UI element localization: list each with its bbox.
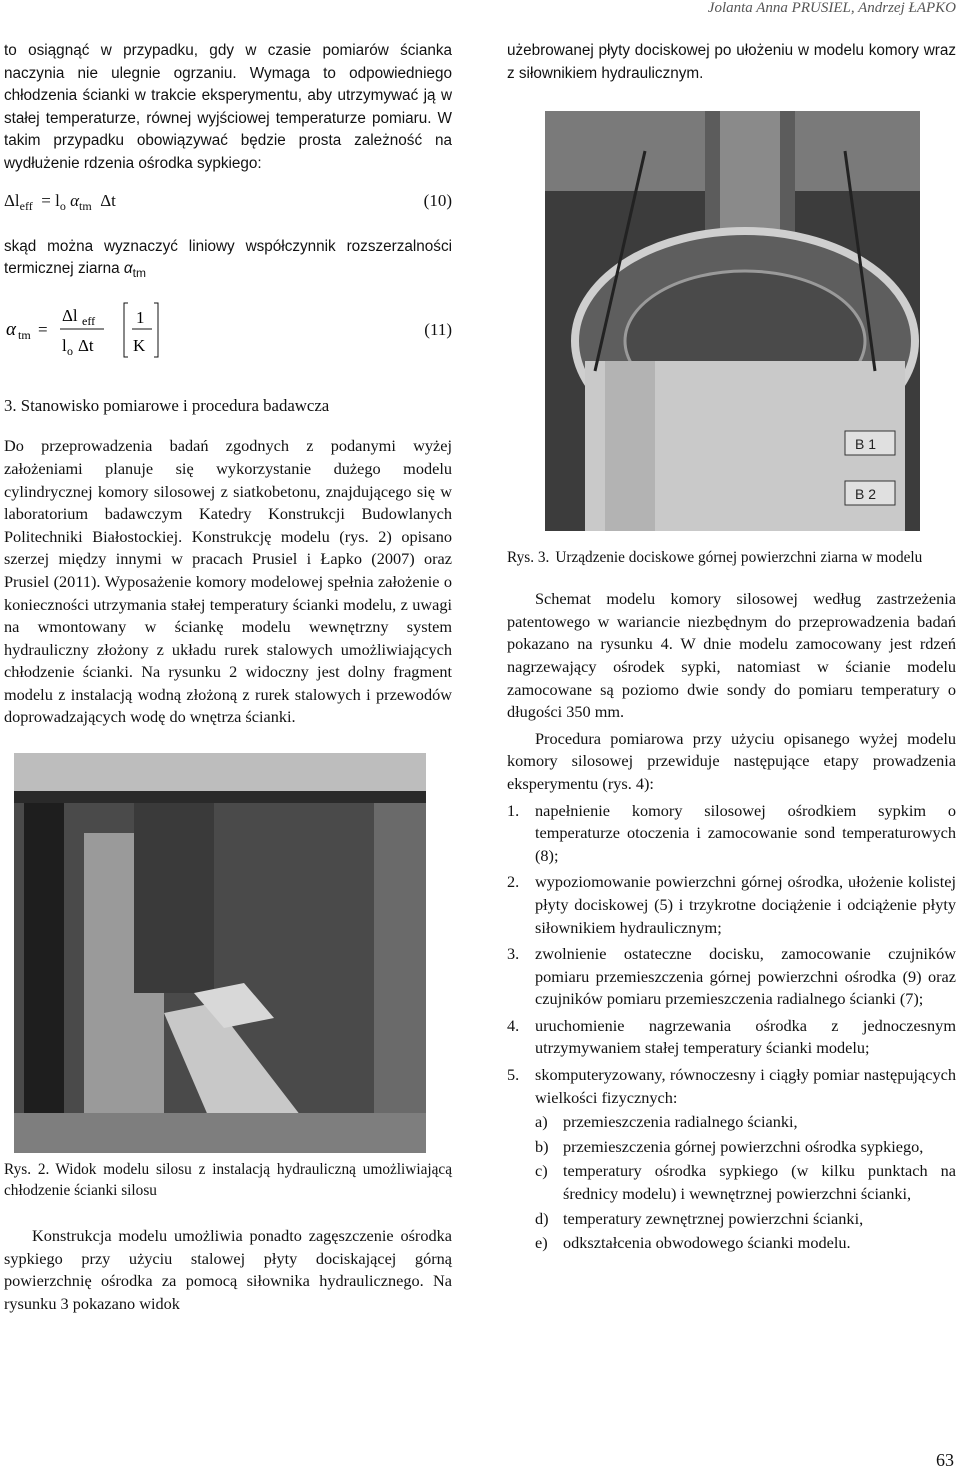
final-paragraph: Konstrukcja modelu umożliwia ponadto zagęszczenie ośrodka sypkiego przy użyciu stalowej płyty dociskającej górną powierzchnię ośrodka za pomocą siłownika hydraulicznego. Na rysunku 3 pokazano widok [4,1226,452,1313]
svg-text:o: o [67,343,73,358]
right-paragraph-1: Schemat modelu komory silosowej według zastrzeżenia patentowego w wariancie niezbędnym do przeprowadzenia badań pokazano na rysunku 4. W dnie modelu zamocowany jest rdzeń nagrzewający ośrodek sypki, natomiast w ścianie modelu zamocowane są poziomo dwie sondy do pomiaru temperatury o długości 350 mm. [507,589,956,722]
running-header: Jolanta Anna PRUSIEL, Andrzej ŁAPKO [707,0,956,16]
substep-item [535,1160,956,1205]
figure-3-caption-text: Urządzenie dociskowe górnej powierzchni ziarna w modelu [555,549,923,567]
step-text: wypoziomowanie powierzchni górnej ośrodka, ułożenie kolistej płyty dociskowej (5) i trzykrotne dociążenie i odciążenie płyty siłownikiem hydraulicznym; [535,872,956,937]
substep-item [535,1208,956,1231]
coefficient-paragraph: skąd można wyznaczyć liniowy współczynnik rozszerzalności termicznej ziarna $\alpha_{tm}$ [4,237,452,281]
step-text: skomputeryzowany, równoczesny i ciągły pomiar następujących wielkości fizycznych: [535,1065,956,1107]
page-number: 63 [936,1450,954,1470]
equation-10-body: $\Delta l_{eff} = l_o$ $\alpha_{tm}$ Δt [4,190,116,213]
figure-3-photo [545,111,920,531]
coefficient-text: skąd można wyznaczyć liniowy współczynnik rozszerzalności termicznej ziarna [4,237,452,278]
equation-11 [4,295,452,365]
svg-text:eff: eff [82,313,96,328]
figure-3-label: Rys. 3. [507,549,550,567]
step-item [507,943,956,1011]
label-b2: B 2 [855,486,877,503]
intro-paragraph: to osiągnąć w przypadku, gdy w czasie pomiarów ścianka naczynia nie ulegnie ogrzaniu. Wymaga to odpowiedniego chłodzenia ścianki w trakcie eksperymentu, aby utrzymywać ją w stałej temperaturze, równej wyjściowej temperaturze pomiaru. W takim przypadku obowiązywać będzie prosta zależność na wydłużenie rdzenia ośrodka sypkiego: [4,42,452,172]
label-b1: B 1 [855,436,877,453]
substep-letter: a) [535,1112,548,1132]
figure-2-photo [14,753,426,1153]
step-item [507,800,956,868]
substep-letter: d) [535,1208,549,1228]
section-paragraph: Do przeprowadzenia badań zgodnych z podanymi wyżej założeniami planuje się wykorzystanie dużego modelu cylindrycznej komory silosowej z siatkobetonu, znajdującego się w laboratorium badawczym Katedry Konstrukcji Budowlanych Politechniki Białostockiej. Konstrukcję modelu (rys. 2) opisano szerzej między innymi w pracach Prusiel i Łapko (2007) oraz Prusiel (2011). Wyposażenie komory modelowej spełnia założenie o konieczności utrzymania stałej temperatury ścianki modelu, z uwagi na wmontowany w ściankę modelu wewnętrzny system hydrauliczny złożony z układu rurek stalowych umożliwiających chłodzenie ścianki. Na rysunku 2 widoczny jest dolny fragment modelu z instalacją wodną złożoną z rurek stalowych i przewodów doprowadzających wodę do wnętrza ścianki. [4,436,452,727]
substep-letter: c) [535,1161,548,1181]
step-text: uruchomienie nagrzewania ośrodka z jednoczesnym utrzymywaniem stałej temperatury ścianki modelu; [535,1015,956,1058]
step-text: napełnienie komory silosowej ośrodkiem sypkim o temperaturze otoczenia i zamocowanie sond temperaturowych (8); [535,800,956,865]
svg-text:K: K [133,335,146,355]
right-column [507,40,956,1259]
equation-10-number: (10) [423,190,452,210]
step-number: 5. [507,1065,520,1085]
step-item [507,1064,956,1255]
substep-item [535,1111,956,1134]
svg-text:α: α [6,318,16,340]
silo-base-photo [14,753,426,1153]
step-item [507,871,956,939]
step-number: 4. [507,1015,520,1035]
right-paragraph-2: Procedura pomiarowa przy użyciu opisanego wyżej modelu komory silosowej przewiduje następujące etapy prowadzenia eksperymentu (rys. 4): [507,728,956,793]
measurement-substeps [535,1111,956,1255]
substep-text: przemieszczenia górnej powierzchni ośrodka sypkiego, [563,1136,924,1156]
substep-text: temperatury ośrodka sypkiego (w kilku punktach na średnicy modelu) i wewnętrznej powierzchni ścianki, [563,1161,956,1204]
substep-item [535,1232,956,1255]
svg-text:tm: tm [18,327,31,342]
svg-text:1: 1 [136,307,145,327]
right-intro-paragraph: użebrowanej płyty dociskowej po ułożeniu w modelu komory wraz z siłownikiem hydraulicznym. [507,42,956,82]
left-column [4,40,452,1315]
equation-10 [4,184,452,224]
figure-2-caption [4,1159,452,1201]
procedure-steps [507,800,956,1255]
equation-11-number: (11) [424,319,452,339]
equation-11-fraction [4,295,204,365]
section-title: 3. Stanowisko pomiarowe i procedura badawcza [4,395,330,415]
step-number: 2. [507,872,520,892]
substep-letter: e) [535,1233,548,1253]
figure-2-caption-text: Widok modelu silosu z instalacją hydrauliczną umożliwiającą chłodzenie ścianki silosu [4,1161,452,1200]
svg-text:l: l [62,335,67,355]
substep-text: temperatury zewnętrznej powierzchni ścianki, [563,1208,864,1228]
figure-2-label: Rys. 2. [4,1161,50,1179]
step-number: 3. [507,944,520,964]
step-item [507,1015,956,1060]
svg-text:Δl: Δl [62,305,78,325]
substep-text: odkształcenia obwodowego ścianki modelu. [563,1233,851,1253]
step-number: 1. [507,800,520,820]
substep-letter: b) [535,1136,549,1156]
svg-text:=: = [38,319,48,339]
figure-3-caption [507,547,956,568]
substep-text: przemieszczenia radialnego ścianki, [563,1112,798,1132]
svg-text:Δt: Δt [78,335,94,355]
press-device-photo [545,111,920,531]
step-text: zwolnienie ostateczne docisku, zamocowanie czujników pomiaru przemieszczenia górnej powierzchni ośrodka (9) oraz czujników pomiaru przemieszczenia radialnego ścianki (7); [535,944,956,1009]
substep-item [535,1136,956,1159]
